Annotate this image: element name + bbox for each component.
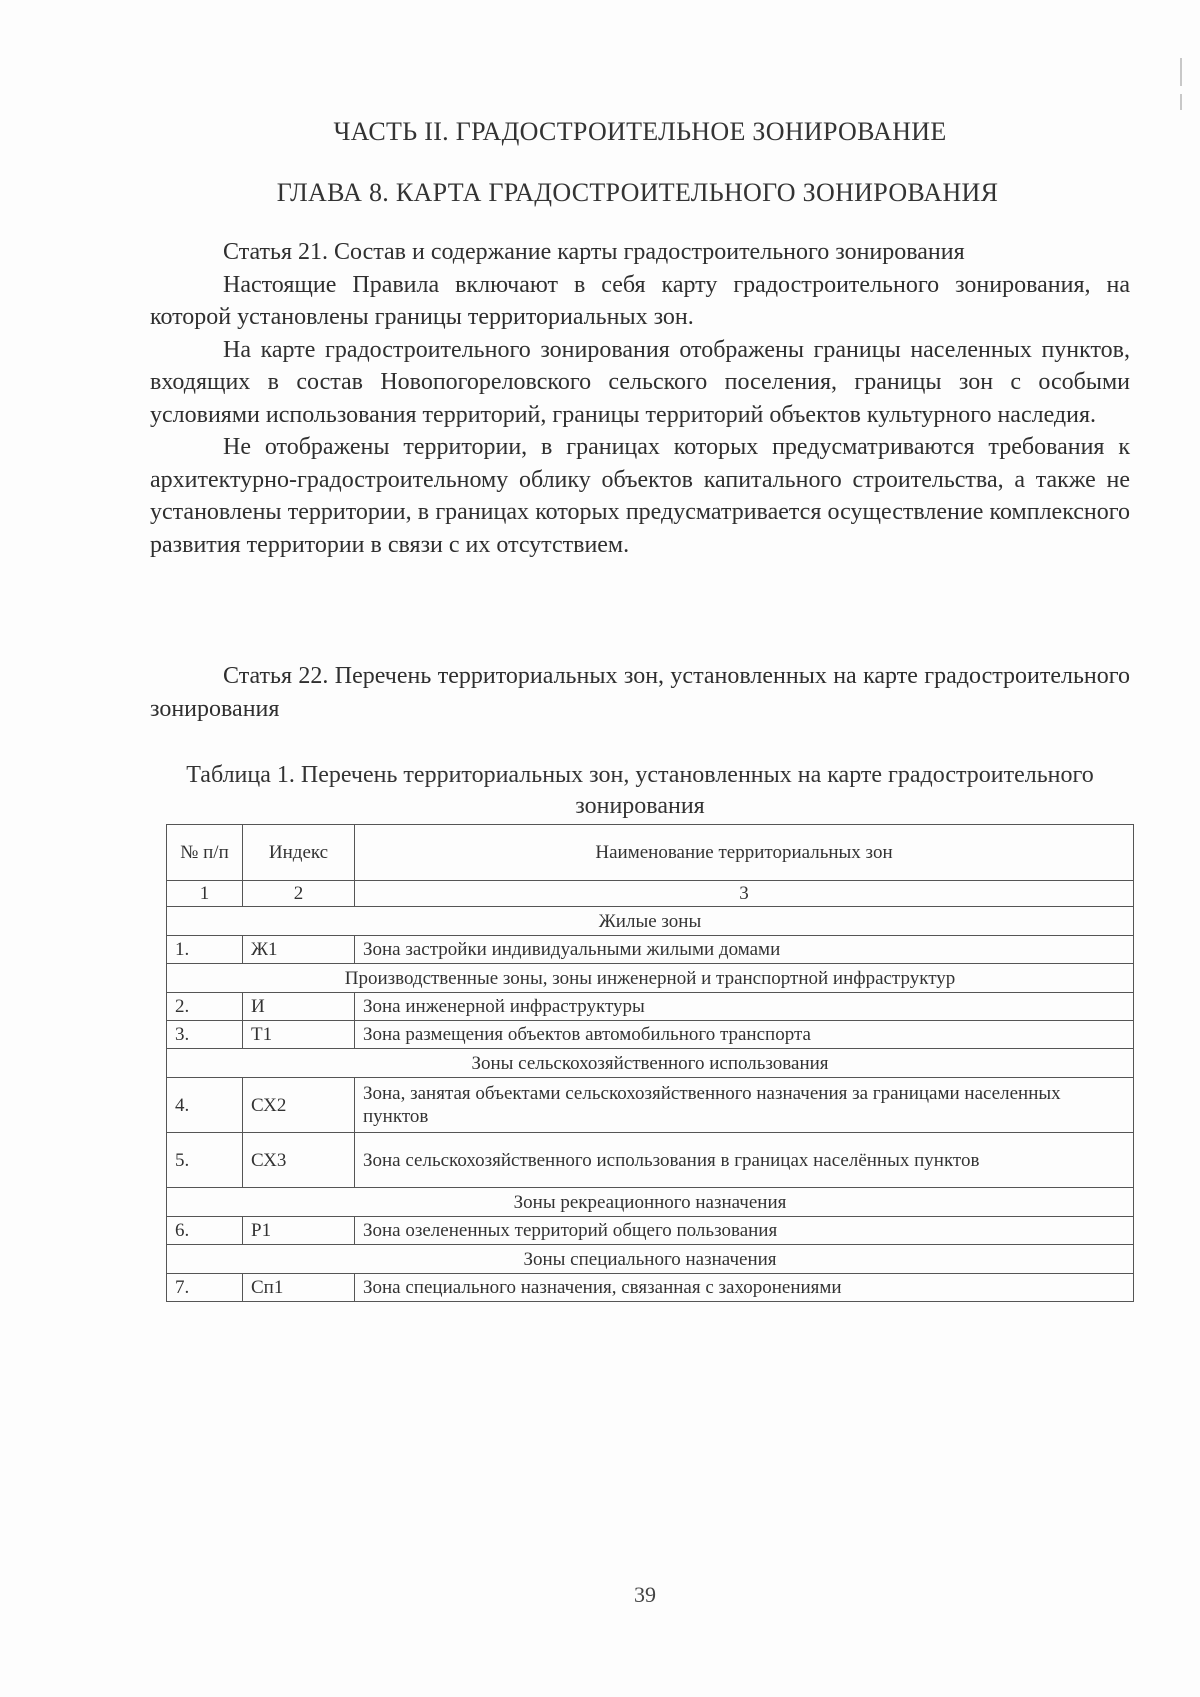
zone-number: 5. <box>167 1133 243 1188</box>
zone-number: 4. <box>167 1078 243 1133</box>
page-number: 39 <box>634 1582 656 1607</box>
column-number: 2 <box>243 881 355 907</box>
zone-group-row <box>167 1049 1134 1078</box>
article-22-title: Статья 22. Перечень территориальных зон, установленных на карте градостроительного зонирования <box>150 663 1130 722</box>
zone-name: Зона инженерной инфраструктуры <box>355 993 1134 1021</box>
article-21-title: Статья 21. Состав и содержание карты градостроительного зонирования <box>223 239 965 265</box>
column-number: 3 <box>355 881 1134 907</box>
table-row <box>167 1133 1134 1188</box>
zone-index: Сп1 <box>243 1274 355 1302</box>
article-22 <box>150 660 1130 725</box>
part-title: ЧАСТЬ II. ГРАДОСТРОИТЕЛЬНОЕ ЗОНИРОВАНИЕ <box>333 117 947 146</box>
zone-group-row <box>167 1245 1134 1274</box>
zone-index: СХ3 <box>243 1133 355 1188</box>
territorial-zones-table <box>166 824 1134 1302</box>
zone-index: Р1 <box>243 1217 355 1245</box>
header-name: Наименование территориальных зон <box>355 825 1134 881</box>
table-row <box>167 1217 1134 1245</box>
header-num: № п/п <box>167 825 243 881</box>
table-row <box>167 936 1134 964</box>
scan-artifact-mark <box>1180 58 1182 86</box>
chapter-title: ГЛАВА 8. КАРТА ГРАДОСТРОИТЕЛЬНОГО ЗОНИРОВАНИЯ <box>276 178 999 207</box>
zone-name: Зона, занятая объектами сельскохозяйственного назначения за границами населенных пунктов <box>355 1078 1134 1133</box>
zone-group-title: Жилые зоны <box>167 907 1134 936</box>
column-number-row <box>167 881 1134 907</box>
zone-name: Зона специального назначения, связанная с захоронениями <box>355 1274 1134 1302</box>
zone-name: Зона застройки индивидуальными жилыми домами <box>355 936 1134 964</box>
table-row <box>167 1021 1134 1049</box>
zone-index: СХ2 <box>243 1078 355 1133</box>
zone-group-row <box>167 907 1134 936</box>
article-21-paragraph: Настоящие Правила включают в себя карту градостроительного зонирования, на которой установлены границы территориальных зон. <box>150 271 1130 330</box>
zone-group-title: Производственные зоны, зоны инженерной и транспортной инфраструктур <box>167 964 1134 993</box>
table-header-row <box>167 825 1134 881</box>
zone-name: Зона озелененных территорий общего пользования <box>355 1217 1134 1245</box>
zone-number: 2. <box>167 993 243 1021</box>
zone-index: И <box>243 993 355 1021</box>
scan-artifact-mark <box>1180 94 1182 110</box>
zone-index: Ж1 <box>243 936 355 964</box>
table-row <box>167 993 1134 1021</box>
article-21-paragraph: На карте градостроительного зонирования отображены границы населенных пунктов, входящих в состав Новопогореловского сельского поселения, границы зон с особыми условиями использования территорий, границы территорий объектов культурного наследия. <box>150 336 1130 428</box>
zone-number: 7. <box>167 1274 243 1302</box>
table-caption: Таблица 1. Перечень территориальных зон, установленных на карте градостроительного зонирования <box>186 762 1094 819</box>
zone-index: Т1 <box>243 1021 355 1049</box>
zone-group-row <box>167 1188 1134 1217</box>
zone-group-title: Зоны рекреационного назначения <box>167 1188 1134 1217</box>
zone-group-title: Зоны специального назначения <box>167 1245 1134 1274</box>
header-index: Индекс <box>243 825 355 881</box>
zone-group-title: Зоны сельскохозяйственного использования <box>167 1049 1134 1078</box>
zone-name: Зона размещения объектов автомобильного транспорта <box>355 1021 1134 1049</box>
column-number: 1 <box>167 881 243 907</box>
article-21 <box>150 236 1130 561</box>
table-row <box>167 1078 1134 1133</box>
table-row <box>167 1274 1134 1302</box>
article-21-paragraph: Не отображены территории, в границах которых предусматриваются требования к архитектурно-градостроительному облику объектов капитального строительства, а также не установлены территории, в границах которых предусматривается осуществление комплексного развития территории в связи с их отсутствием. <box>150 434 1130 558</box>
zone-group-row <box>167 964 1134 993</box>
zone-number: 1. <box>167 936 243 964</box>
zone-number: 3. <box>167 1021 243 1049</box>
zone-name: Зона сельскохозяйственного использования в границах населённых пунктов <box>355 1133 1134 1188</box>
zone-number: 6. <box>167 1217 243 1245</box>
